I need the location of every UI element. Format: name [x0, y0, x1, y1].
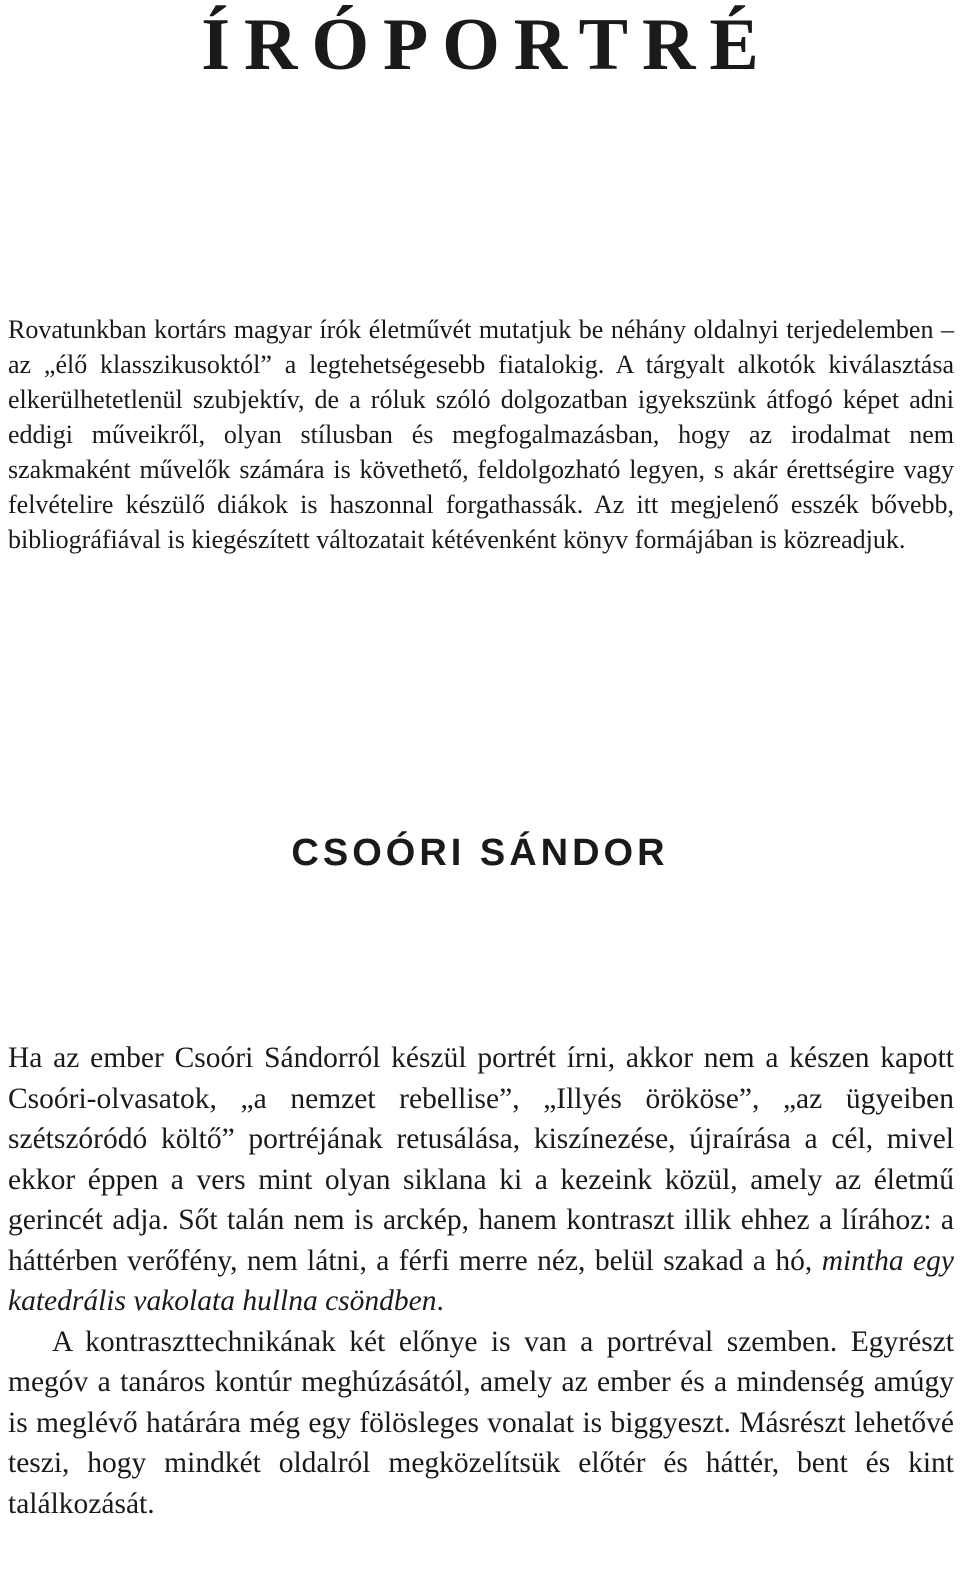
- essay-paragraph-2: A kontraszttechnikának két előnye is van a portréval szemben. Egyrészt megóv a tanáros kontúr meghúzásától, amely az ember és a mindenség amúgy is meglévő határára még egy fölösleges vonalat is biggyeszt. Másrészt lehetővé teszi, hogy mindkét oldalról megközelítsük előtér és háttér, bent és kint találkozását.: [8, 1325, 954, 1520]
- essay-paragraph-1: [8, 1038, 954, 1322]
- essay-body: [8, 1038, 954, 1524]
- author-name-heading: CSOÓRI SÁNDOR: [291, 832, 669, 874]
- essay-paragraph-1-text: Ha az ember Csoóri Sándorról készül portrét írni, akkor nem a készen kapott Csoóri-olvasatok, „a nemzet rebellise”, „Illyés örököse”, „az ügyeiben szétszóródó költő” portréjának retusálása, kiszínezése, újraírása a cél, mivel ekkor éppen a vers mint olyan siklana ki a kezeink közül, amely az életmű gerincét adja. Sőt talán nem is arckép, hanem kontraszt illik ehhez a lírához: a háttérben verőfény, nem látni, a férfi merre néz, belül szakad a hó,: [8, 1042, 954, 1277]
- essay-paragraph-1-end: .: [436, 1285, 444, 1317]
- page-title: ÍRÓPORTRÉ: [201, 4, 773, 86]
- poem-quote: mintha egy katedrális vakolata hullna csöndben: [8, 1244, 954, 1317]
- intro-paragraph: Rovatunkban kortárs magyar írók életművét mutatjuk be néhány oldalnyi terjedelemben – az „élő klasszikusoktól” a legtehetségesebb fiatalokig. A tárgyalt alkotók kiválasztása elkerülhetetlenül szubjektív, de a róluk szóló dolgozatban igyekszünk átfogó képet adni eddigi műveikről, olyan stílusban és megfogalmazásban, hogy az irodalmat nem szakmaként művelők számára is követhető, feldolgozható legyen, s akár érettségire vagy felvételire készülő diákok is haszonnal forgathassák. Az itt megjelenő esszék bővebb, bibliográfiával is kiegészített változatait kétévenként könyv formájában is közreadjuk.: [8, 315, 954, 554]
